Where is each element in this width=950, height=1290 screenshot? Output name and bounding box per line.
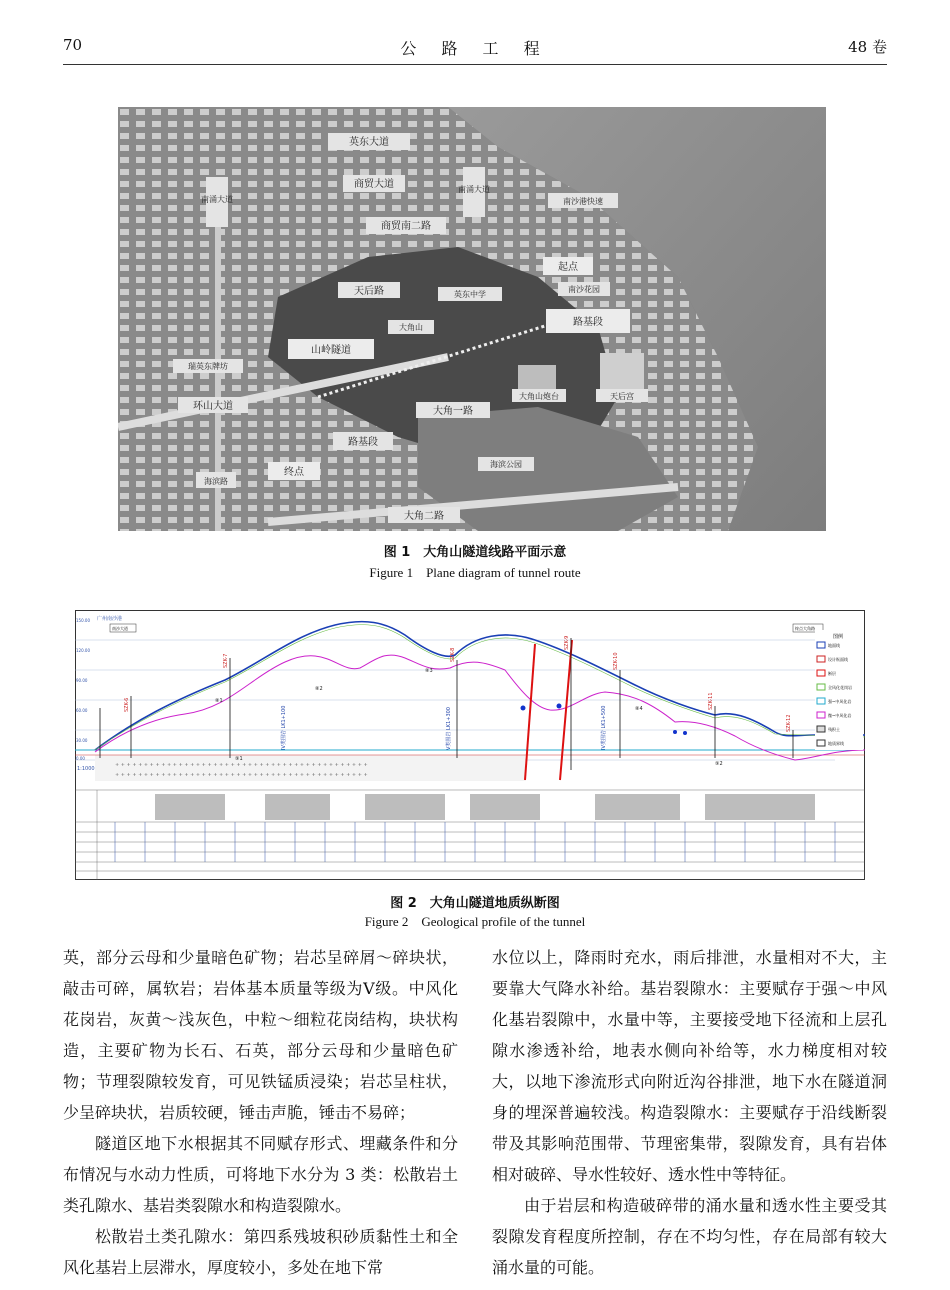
legend-item-8: 地质界线 xyxy=(828,741,844,746)
map-label-ruiying: 瑞英东牌坊 xyxy=(188,362,228,371)
svg-text:+ + + + + + + + + + + + + + +: + + + + + + + + + + + + + + + + + + + + + + + + + + + + + + + + + + + + + + + + + + + + xyxy=(115,762,368,768)
tunnel-section-3: IV类围岩 LK1+500 xyxy=(601,705,607,750)
journal-title: 公 路 工 程 xyxy=(400,39,550,58)
svg-text:150.00: 150.00 xyxy=(76,618,90,623)
map-label-roadbed-west: 路基段 xyxy=(348,437,378,448)
legend-item-1: 地面线 xyxy=(828,643,840,648)
page-header xyxy=(63,30,887,65)
stake-label-4: SZK-9 xyxy=(564,635,570,650)
profile-left-box: 南沙大道 xyxy=(112,626,128,631)
map-label-nanyong-2: 南涌大道 xyxy=(458,185,490,194)
tunnel-section-1: IV类围岩 LK1+100 xyxy=(281,705,287,750)
map-label-haibin-road: 海滨路 xyxy=(204,477,228,486)
map-label-dajiao2: 大角二路 xyxy=(404,511,444,522)
stake-label-1: SZK-6 xyxy=(124,697,130,712)
tunnel-section-2: V类围岩 LK1+300 xyxy=(446,707,452,750)
volume-label: 48 卷 xyxy=(848,38,887,56)
body-column-left xyxy=(63,942,458,1283)
geological-profile-diagram xyxy=(75,610,865,880)
stake-label-3: SZK-8 xyxy=(450,647,456,662)
map-label-shangmao: 商贸大道 xyxy=(354,179,394,190)
figure1-caption-zh: 图 1 大角山隧道线路平面示意 xyxy=(383,545,567,560)
map-label-tunnel: 山岭隧道 xyxy=(311,345,351,356)
svg-text:120.00: 120.00 xyxy=(76,648,90,653)
geo-label-5: ⑨1 xyxy=(235,756,243,762)
svg-text:60.00: 60.00 xyxy=(76,708,88,713)
left-paragraph-2: 隧道区地下水根据其不同赋存形式、埋藏条件和分布情况与水动力性质，可将地下水分为 3 类：松散岩土类孔隙水、基岩类裂隙水和构造裂隙水。 xyxy=(63,1134,458,1215)
profile-scale: 1:1000 xyxy=(77,766,95,772)
geo-label-1: ⑧1 xyxy=(215,698,223,704)
left-paragraph-1: 英，部分云母和少量暗色矿物；岩芯呈碎屑～碎块状，敲击可碎，属软岩；岩体基本质量等级为Ⅴ级。中风化花岗岩，灰黄～浅灰色，中粒～细粒花岗结构，块状构造，主要矿物为长石、石英，部分云母和少量暗色矿物；节理裂隙较发育，可见铁锰质浸染；岩芯呈柱状，少呈碎块状，岩质较硬，锤击声脆，锤击不易碎； xyxy=(63,948,458,1122)
map-label-tianhou-palace: 天后宫 xyxy=(610,392,634,401)
svg-text:0.00: 0.00 xyxy=(76,756,85,761)
map-label-roadbed-east: 路基段 xyxy=(573,317,603,328)
legend-item-7: 残积土 xyxy=(828,727,840,732)
legend-item-4: 全风化花岗岩 xyxy=(828,685,852,690)
map-label-dajiao1: 大角一路 xyxy=(433,406,473,417)
legend-item-6: 微~中风化岩 xyxy=(828,713,852,718)
geo-label-2: ⑧2 xyxy=(315,686,323,692)
svg-text:30.00: 30.00 xyxy=(76,738,88,743)
map-label-huanshan: 环山大道 xyxy=(193,401,233,412)
left-paragraph-3: 松散岩土类孔隙水：第四系残坡积砂质黏性土和全风化基岩上层滞水，厚度较小，多处在地下常 xyxy=(63,1227,458,1277)
map-label-nansha-gang: 南沙港快速 xyxy=(563,197,603,206)
map-label-tianhou-road: 天后路 xyxy=(354,286,384,297)
map-label-haibin: 海滨公园 xyxy=(490,460,522,469)
figure2-caption-en: Figure 2 Geological profile of the tunnel xyxy=(364,914,586,929)
map-label-yingdong: 英东大道 xyxy=(349,137,389,148)
stake-label-5: SZK-10 xyxy=(613,652,619,670)
geo-label-4: ⑧4 xyxy=(635,706,643,712)
map-label-yinghuo-school: 英东中学 xyxy=(454,290,486,299)
figure2-caption-zh: 图 2 大角山隧道地质纵断图 xyxy=(390,896,560,911)
profile-left-note: 广州南沙港 xyxy=(97,616,123,622)
right-paragraph-1: 水位以上，降雨时充水，雨后排泄，水量相对不大，主要靠大气降水补给。基岩裂隙水：主要赋存于强～中风化基岩裂隙中，水量中等，主要接受地下径流和上层孔隙水渗透补给，地表水侧向补给等，水力梯度相对较大，以地下渗流形式向附近沟谷排泄，地下水在隧道洞身的埋深普遍较浅。构造裂隙水：主要赋存于沿线断裂带及其影响范围带、节理密集带，裂隙发育，具有岩体相对破碎、导水性较好、透水性中等特征。 xyxy=(492,948,887,1184)
svg-text:+ + + + + + + + + + + + + + +: + + + + + + + + + + + + + + + + + + + + + + + + + + + + + + + + + + + + + + + + + + + + xyxy=(115,772,368,778)
page-number: 70 xyxy=(63,36,83,54)
legend-title: 图例 xyxy=(833,634,844,640)
profile-right-box: 终点大角路 xyxy=(795,626,815,631)
svg-text:90.00: 90.00 xyxy=(76,678,88,683)
map-label-nanyong: 南涌大道 xyxy=(201,195,233,204)
geo-label-6: ⑨2 xyxy=(715,761,723,767)
tunnel-route-aerial-photo xyxy=(118,107,826,531)
map-label-shangmao-south2: 商贸南二路 xyxy=(381,221,431,232)
map-label-nansha-garden: 南沙花园 xyxy=(568,285,600,294)
legend-item-2: 设计纵面线 xyxy=(828,657,848,662)
legend-item-3: 断层 xyxy=(828,671,836,676)
legend-item-5: 强~中风化岩 xyxy=(828,699,852,704)
map-label-dajiaoshan: 大角山 xyxy=(399,323,423,332)
body-column-right xyxy=(492,942,887,1283)
stake-label-2: SZK-7 xyxy=(223,653,229,668)
stake-label-6: SZK-11 xyxy=(708,692,714,710)
map-label-end-point: 终点 xyxy=(284,467,304,478)
figure1-caption-en: Figure 1 Plane diagram of tunnel route xyxy=(369,565,581,580)
stake-label-7: SZK-12 xyxy=(786,714,792,732)
map-label-start-point: 起点 xyxy=(558,262,578,273)
right-paragraph-2: 由于岩层和构造破碎带的涌水量和透水性主要受其裂隙发育程度所控制，存在不均匀性，存在局部有较大涌水量的可能。 xyxy=(492,1196,887,1277)
geo-label-3: ⑧3 xyxy=(425,668,433,674)
map-label-fort: 大角山炮台 xyxy=(519,392,559,401)
